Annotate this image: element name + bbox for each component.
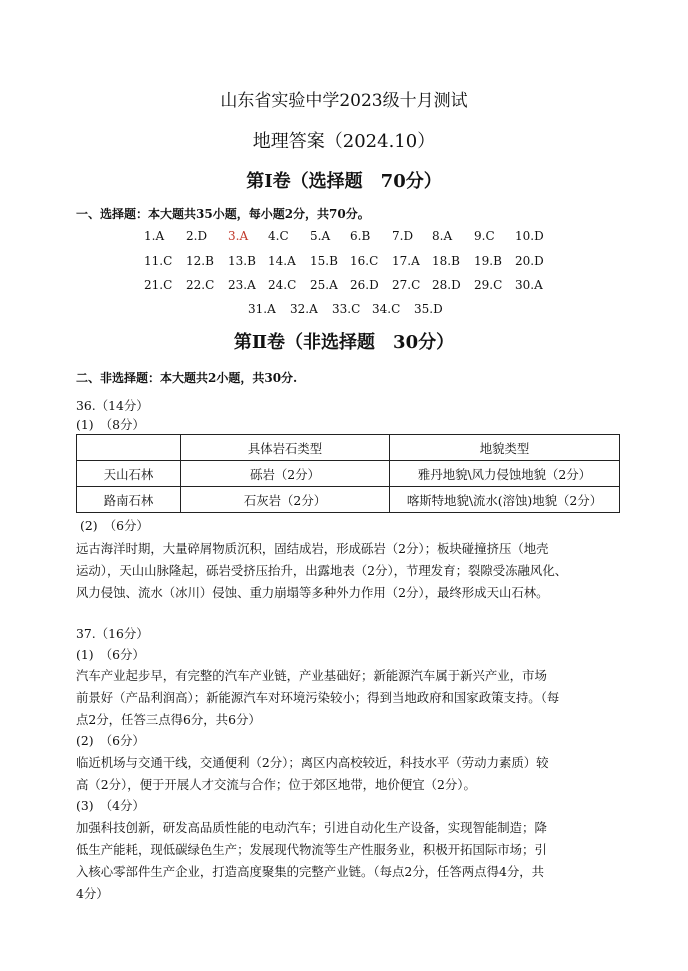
part1-heading: 一、选择题：本大题共35小题，每小题2分，共70分。 [76,207,370,221]
answer-item: 1.A [144,229,165,243]
part2-heading: 二、非选择题：本大题共2小题，共30分. [76,371,298,385]
q37-sub1-label: (1) （6分） [76,647,145,662]
table-header-cell [77,435,181,461]
answer-item: 13.B [228,254,256,268]
table-header-cell: 具体岩石类型 [181,435,390,461]
answer-item: 6.B [350,229,371,243]
answer-item: 19.B [474,254,502,268]
answer-item: 29.C [474,278,503,292]
table-cell: 喀斯特地貌\流水(溶蚀)地貌（2分） [390,487,620,513]
rock-type-table [76,434,620,513]
answer-item: 2.D [186,229,208,243]
answer-item: 11.C [144,254,173,268]
paragraph-line: 点2分，任答三点得6分，共6分） [76,712,261,727]
answer-item: 14.A [268,254,296,268]
exam-title: 山东省实验中学2023级十月测试 [220,91,468,111]
q36-label: 36.（14分） [76,398,149,413]
table-row [77,461,620,487]
answer-item: 21.C [144,278,173,292]
paragraph-line: 高（2分），便于开展人才交流与合作；位于郊区地带，地价便宜（2分）。 [76,777,476,792]
answer-item: 10.D [515,229,544,243]
paragraph-line: 加强科技创新，研发高品质性能的电动汽车；引进自动化生产设备，实现智能制造；降 [76,820,547,835]
table-cell: 石灰岩（2分） [181,487,390,513]
q37-sub3-label: (3) （4分） [76,798,145,813]
answer-item: 4.C [268,229,289,243]
answer-item: 23.A [228,278,256,292]
answer-item: 28.D [432,278,461,292]
answer-item: 7.D [392,229,414,243]
part1-title: 第Ⅰ卷（选择题 70分） [246,171,442,192]
answer-item: 18.B [432,254,460,268]
answer-item: 34.C [372,302,401,316]
answer-item: 16.C [350,254,379,268]
paragraph-line: 临近机场与交通干线，交通便利（2分）；离区内高校较近，科技水平（劳动力素质）较 [76,755,549,770]
table-cell: 砾岩（2分） [181,461,390,487]
answer-item: 24.C [268,278,297,292]
answer-item: 25.A [310,278,338,292]
answer-item: 20.D [515,254,544,268]
q37-sub2-label: (2) （6分） [76,733,145,748]
table-header-cell: 地貌类型 [390,435,620,461]
answer-item: 31.A [248,302,276,316]
q37-label: 37.（16分） [76,626,149,641]
answer-item: 30.A [515,278,543,292]
answer-item: 8.A [432,229,453,243]
paragraph-line: 4分） [76,886,109,901]
paragraph-line: 入核心零部件生产企业，打造高度聚集的完整产业链。（每点2分，任答两点得4分，共 [76,864,545,879]
table-cell: 天山石林 [77,461,181,487]
paragraph-line: 运动），天山山脉隆起，砾岩受挤压抬升，出露地表（2分），节理发育；裂隙受冻融风化、 [76,563,568,578]
table-cell: 雅丹地貌\风力侵蚀地貌（2分） [390,461,620,487]
q36-sub1-label: (1) （8分） [76,417,145,432]
paragraph-line: 前景好（产品利润高）；新能源汽车对环境污染较小；得到当地政府和国家政策支持。（每 [76,690,560,705]
table-header-row [77,435,620,461]
answer-item: 5.A [310,229,331,243]
paragraph-line: 远古海洋时期，大量碎屑物质沉积，固结成岩，形成砾岩（2分）；板块碰撞挤压（地壳 [76,541,549,556]
q36-sub2-label: (2) （6分） [80,518,149,533]
answer-item: 33.C [332,302,361,316]
answer-item: 26.D [350,278,379,292]
answer-item: 9.C [474,229,495,243]
table-cell: 路南石林 [77,487,181,513]
answer-item: 12.B [186,254,214,268]
answer-item: 3.A [228,229,249,243]
answer-item: 17.A [392,254,420,268]
answer-item: 35.D [414,302,443,316]
table-row [77,487,620,513]
answer-title: 地理答案（2024.10） [252,131,436,152]
part2-title: 第Ⅱ卷（非选择题 30分） [233,332,455,353]
paragraph-line: 风力侵蚀、流水（冰川）侵蚀、重力崩塌等多种外力作用（2分），最终形成天山石林。 [76,585,549,600]
answer-item: 22.C [186,278,215,292]
paragraph-line: 汽车产业起步早，有完整的汽车产业链，产业基础好；新能源汽车属于新兴产业，市场 [76,668,547,683]
answer-item: 15.B [310,254,338,268]
answer-item: 32.A [290,302,318,316]
paragraph-line: 低生产能耗，现低碳绿色生产；发展现代物流等生产性服务业，积极开拓国际市场；引 [76,842,547,857]
answer-item: 27.C [392,278,421,292]
